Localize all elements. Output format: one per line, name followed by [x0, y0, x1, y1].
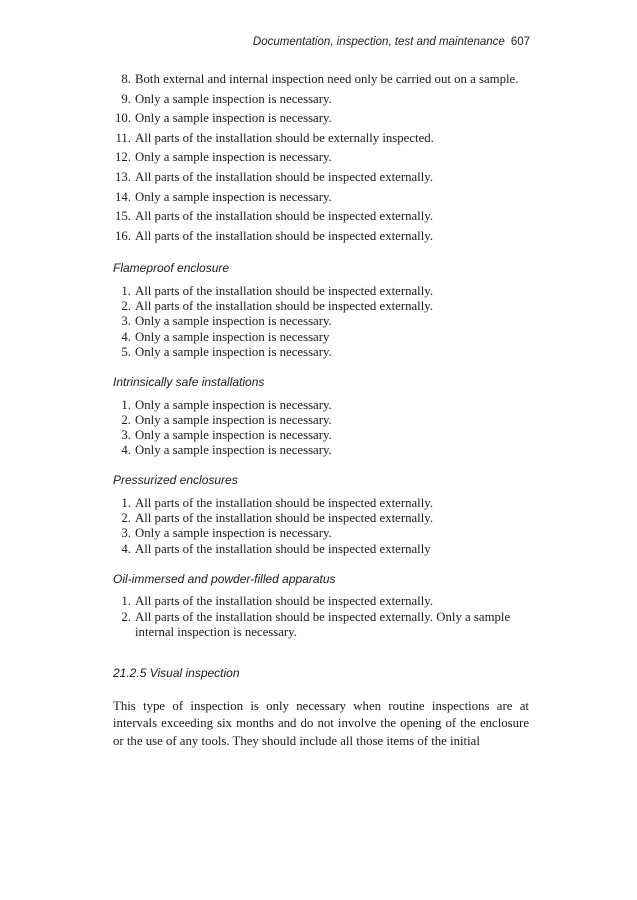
list-item: [113, 610, 529, 640]
list-item-number: 11.: [115, 130, 131, 145]
list-item: [113, 496, 529, 511]
list-item-number: 1.: [121, 594, 131, 609]
list-item: [113, 70, 529, 90]
list-item-text: All parts of the installation should be inspected externally.: [135, 495, 434, 510]
page-number: 607: [510, 36, 530, 48]
section-heading: Intrinsically safe installations: [113, 374, 265, 389]
list-item-text: All parts of the installation should be inspected externally: [135, 541, 431, 556]
list-item-text: Only a sample inspection is necessary.: [135, 91, 332, 106]
list-item: [113, 526, 529, 541]
list-item-number: 4.: [121, 329, 131, 344]
list-item-number: 2.: [121, 299, 131, 314]
list-item-number: 13.: [115, 169, 131, 184]
list-item-number: 15.: [115, 209, 131, 224]
list-item: [113, 398, 529, 413]
list-item-number: 3.: [121, 526, 131, 541]
list-item: [113, 542, 529, 557]
section-heading: Pressurized enclosures: [113, 473, 238, 488]
list-item: [113, 443, 529, 458]
list-item-text: Only a sample inspection is necessary.: [135, 111, 332, 126]
list-item: [113, 90, 529, 110]
body-content: [113, 70, 529, 750]
list-item-number: 9.: [121, 91, 131, 106]
list-item-text: All parts of the installation should be inspected externally.: [135, 511, 434, 526]
list-item-text: Only a sample inspection is necessary.: [135, 526, 332, 541]
list-item-text: Only a sample inspection is necessary.: [135, 443, 332, 458]
list-item-number: 2.: [121, 511, 131, 526]
list-item-text: All parts of the installation should be inspected externally.: [135, 169, 434, 184]
list-item-number: 10.: [115, 111, 131, 126]
list-item-number: 4.: [121, 443, 131, 458]
list-item-number: 3.: [121, 427, 131, 442]
list-item: [113, 314, 529, 329]
list-item-number: 12.: [115, 150, 131, 165]
list-item: [113, 148, 529, 168]
lead-item-list: [113, 70, 529, 246]
list-item-text: All parts of the installation should be inspected externally.: [135, 209, 434, 224]
list-item-text: Both external and internal inspection need only be carried out on a sample.: [135, 72, 519, 86]
list-item-number: 2.: [121, 609, 131, 624]
list-item-number: 2.: [121, 412, 131, 427]
list-item: [113, 428, 529, 443]
list-item-text: Only a sample inspection is necessary.: [135, 412, 332, 427]
list-item: [113, 168, 529, 188]
section-heading: Oil-immersed and powder-filled apparatus: [113, 571, 336, 586]
list-item-text: Only a sample inspection is necessary.: [135, 189, 332, 204]
section-item-list: [113, 284, 529, 360]
list-item-number: 1.: [121, 397, 131, 412]
list-item-text: Only a sample inspection is necessary: [135, 329, 330, 344]
list-item: [113, 345, 529, 360]
list-item-number: 5.: [121, 344, 131, 359]
list-item-number: 16.: [115, 228, 131, 243]
list-item-text: All parts of the installation should be inspected externally. Only a sample internal inspection is necessary.: [135, 609, 511, 639]
body-paragraph: This type of inspection is only necessary when routine inspections are at intervals exceeding six months and do not involve the opening of the enclosure or the use of any tools. They should include all those items of the initial: [113, 698, 529, 748]
list-item: [113, 188, 529, 208]
list-item-text: All parts of the installation should be externally inspected.: [135, 130, 434, 145]
list-item: [113, 109, 529, 129]
list-item-number: 3.: [121, 314, 131, 329]
list-item-text: All parts of the installation should be inspected externally.: [135, 299, 434, 314]
running-header-title: Documentation, inspection, test and maintenance: [252, 36, 505, 48]
list-item: [113, 511, 529, 526]
list-item-text: Only a sample inspection is necessary.: [135, 344, 332, 359]
list-item: [113, 207, 529, 227]
section-item-list: [113, 496, 529, 557]
list-item-number: 1.: [121, 495, 131, 510]
list-item: [113, 129, 529, 149]
list-item-number: 4.: [121, 541, 131, 556]
list-item-number: 1.: [121, 283, 131, 298]
list-item: [113, 299, 529, 314]
list-item-text: Only a sample inspection is necessary.: [135, 314, 332, 329]
list-item: [113, 330, 529, 345]
running-header: [110, 36, 530, 48]
list-item: [113, 594, 529, 609]
sections-container: [113, 259, 529, 640]
list-item-text: All parts of the installation should be inspected externally.: [135, 594, 434, 609]
subsection-heading: 21.2.5 Visual inspection: [113, 665, 240, 680]
list-item-text: Only a sample inspection is necessary.: [135, 427, 332, 442]
list-item: [113, 284, 529, 299]
section-item-list: [113, 398, 529, 459]
list-item-text: Only a sample inspection is necessary.: [135, 397, 332, 412]
list-item-number: 14.: [115, 189, 131, 204]
list-item: [113, 227, 529, 247]
list-item: [113, 413, 529, 428]
list-item-text: All parts of the installation should be inspected externally.: [135, 228, 434, 243]
list-item-text: All parts of the installation should be inspected externally.: [135, 283, 434, 298]
section-item-list: [113, 594, 529, 640]
list-item-text: Only a sample inspection is necessary.: [135, 150, 332, 165]
section-heading: Flameproof enclosure: [113, 261, 230, 276]
list-item-number: 8.: [121, 72, 131, 86]
